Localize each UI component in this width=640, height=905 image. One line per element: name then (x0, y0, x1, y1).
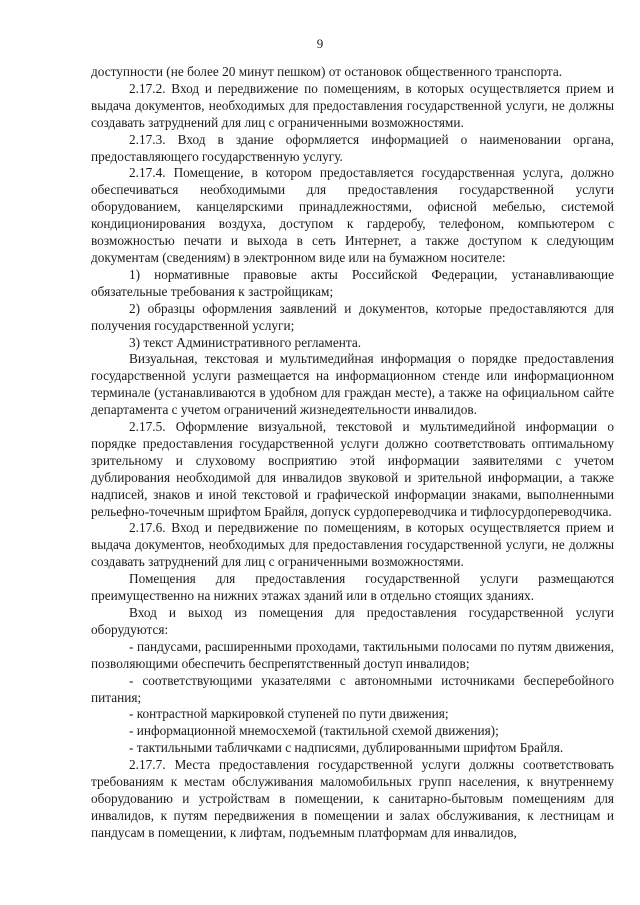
paragraph: Помещения для предоставления государственной услуги размещаются преимущественно на нижних этажах зданий или в отдельно стоящих зданиях. (91, 571, 614, 604)
paragraph: 2.17.2. Вход и передвижение по помещениям, в которых осуществляется прием и выдача документов, необходимых для предоставления государственной услуги, не должны создавать затруднений для лиц с ограниченными возможностями. (91, 80, 614, 130)
paragraph: 1) нормативные правовые акты Российской Федерации, устанавливающие обязательные требования к застройщикам; (91, 266, 614, 299)
paragraph: 2.17.5. Оформление визуальной, текстовой и мультимедийной информации о порядке предоставления государственной услуги должно соответствовать оптимальному зрительному и слуховому восприятию этой информации заявителями с учетом дублирования необходимой для инвалидов звуковой и зрительной информации, а также надписей, знаков и иной текстовой и графической информации знаками, выполненными рельефно-точечным шрифтом Брайля, допуск сурдопереводчика и тифлосурдопереводчика. (91, 419, 614, 519)
paragraph: Визуальная, текстовая и мультимедийная информация о порядке предоставления государственной услуги размещается на информационном стенде или информационном терминале (устанавливаются в удобном для граждан месте), а также на официальном сайте департамента с учетом ограничений жизнедеятельности инвалидов. (91, 351, 614, 418)
paragraph: доступности (не более 20 минут пешком) от остановок общественного транспорта. (91, 64, 563, 79)
paragraph: - контрастной маркировкой ступеней по пути движения; (129, 706, 449, 722)
paragraph: 2.17.6. Вход и передвижение по помещениям, в которых осуществляется прием и выдача документов, необходимых для предоставления государственной услуги, не должны создавать затруднений для лиц с ограниченными возможностями. (91, 520, 614, 570)
paragraph: Вход и выход из помещения для предоставления государственной услуги оборудуются: (91, 605, 614, 637)
paragraph: 2.17.7. Места предоставления государственной услуги должны соответствовать требованиям к местам обслуживания маломобильных групп населения, к внутреннему оборудованию и устройствам в помещении, к санитарно-бытовым помещениям для инвалидов, к путям передвижения в помещении и залах обслуживания, к лестницам и пандусам в помещении, к лифтам, подъемным платформам для инвалидов, (91, 757, 614, 840)
paragraph: 2.17.3. Вход в здание оформляется информацией о наименовании органа, предоставляющего государственную услугу. (91, 131, 614, 164)
paragraph: 3) текст Административного регламента. (129, 334, 362, 350)
paragraph: - тактильными табличками с надписями, дублированными шрифтом Брайля. (129, 740, 564, 756)
document-body (91, 64, 614, 842)
paragraph: 2) образцы оформления заявлений и документов, которые предоставляются для получения государственной услуги; (91, 300, 614, 333)
page-number: 9 (316, 36, 324, 51)
paragraph: - пандусами, расширенными проходами, тактильными полосами по путям движения, позволяющими обеспечить беспрепятственный доступ инвалидов; (91, 638, 614, 671)
paragraph: - соответствующими указателями с автономными источниками бесперебойного питания; (91, 672, 614, 705)
paragraph: 2.17.4. Помещение, в котором предоставляется государственная услуга, должно обеспечиваться необходимыми для предоставления государственной услуги оборудованием, канцелярскими принадлежностями, офисной мебелью, системой кондиционирования воздуха, доступом к гардеробу, телефоном, компьютером с возможностью печати и выхода в сеть Интернет, а также доступом к следующим документам (сведениям) в электронном виде или на бумажном носителе: (91, 165, 614, 265)
paragraph: - информационной мнемосхемой (тактильной схемой движения); (129, 723, 499, 739)
